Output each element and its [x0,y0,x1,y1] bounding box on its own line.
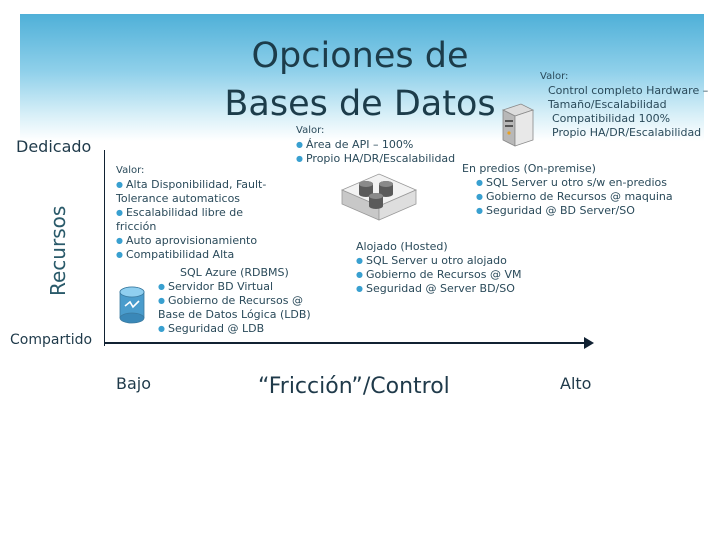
azure-box [158,266,328,336]
onprem-value-box [540,70,712,140]
x-axis-left-label: Bajo [116,374,152,393]
azure-value-line: ● Alta Disponibilidad, Fault-Tolerance automaticos [116,178,280,206]
hosted-line: ● Gobierno de Recursos @ VM [356,268,546,282]
x-axis-label: “Fricción”/Control [258,374,450,399]
x-axis-line [104,342,590,344]
onprem-title: En predios (On-premise) [462,162,596,175]
azure-value-line: ● Escalabilidad libre de fricción [116,206,280,234]
title-line-1: Opciones de [251,36,469,76]
onprem-value-line: Propio HA/DR/Escalabilidad [552,126,702,139]
hosted-value-box [296,124,456,166]
azure-value-header: Valor: [116,165,145,176]
azure-value-line: ● Auto aprovisionamiento [116,234,280,248]
onprem-value-line: Compatibilidad 100% [552,112,671,125]
hosted-line: ● Seguridad @ Server BD/SO [356,282,546,296]
azure-line: ● Servidor BD Virtual [158,280,328,294]
azure-line: ● Seguridad @ LDB [158,322,328,336]
hosted-value-header: Valor: [296,125,325,136]
database-cluster-icon [336,168,422,230]
onprem-value-line: Control completo Hardware – Tamaño/Escalabilidad [548,84,709,111]
server-icon [497,100,537,150]
hosted-title: Alojado (Hosted) [356,240,448,253]
hosted-box [356,240,546,296]
azure-title: SQL Azure (RDBMS) [180,266,289,279]
hosted-value-line: ● Área de API – 100% [296,138,456,152]
y-axis-label: Recursos [46,205,70,296]
onprem-value-header: Valor: [540,71,569,82]
onprem-line: ● Seguridad @ BD Server/SO [462,204,674,218]
azure-line: ● Gobierno de Recursos @ Base de Datos Lógica (LDB) [158,294,328,322]
y-axis-top-label: Dedicado [16,137,92,156]
hosted-line: ● SQL Server u otro alojado [356,254,546,268]
y-axis-line [104,150,105,346]
x-axis-arrow-icon [584,337,594,349]
azure-value-line: ● Compatibilidad Alta [116,248,280,262]
onprem-line: ● SQL Server u otro s/w en-predios [462,176,674,190]
title-line-2: Bases de Datos [224,84,496,124]
x-axis-right-label: Alto [560,374,592,393]
hosted-value-line: ● Propio HA/DR/Escalabilidad [296,152,456,166]
azure-value-box [116,164,280,262]
onprem-box [462,162,674,218]
onprem-line: ● Gobierno de Recursos @ maquina [462,190,674,204]
y-axis-bottom-label: Compartido [10,332,93,348]
page-title [200,32,520,128]
cloud-database-icon [116,284,148,326]
